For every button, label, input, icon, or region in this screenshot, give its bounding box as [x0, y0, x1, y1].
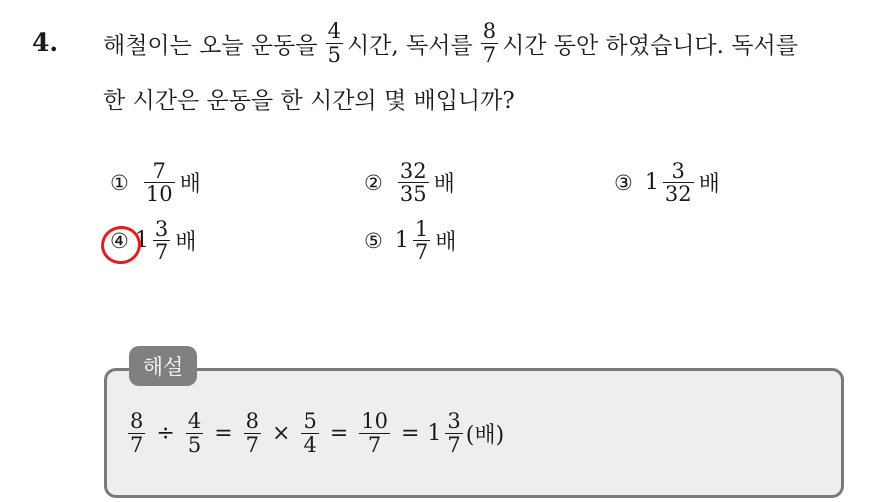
fraction-numerator: 8	[482, 19, 497, 44]
formula-fraction-5	[359, 410, 390, 455]
fraction-numerator: 7	[152, 159, 166, 183]
option-3-fraction	[663, 160, 694, 205]
result-unit: (배)	[465, 422, 505, 448]
option-5[interactable]	[364, 218, 456, 263]
fraction-denominator: 7	[367, 432, 382, 457]
question-fraction-exercise	[326, 20, 343, 65]
fraction-numerator: 4	[327, 19, 341, 44]
fraction-numerator: 3	[447, 409, 461, 434]
option-4-fraction	[153, 218, 170, 263]
divide-operator: ÷	[156, 420, 175, 446]
equals-operator: =	[329, 420, 349, 446]
formula-fraction-1	[128, 410, 145, 455]
fraction-numerator: 4	[187, 409, 202, 434]
fraction-denominator: 7	[154, 240, 169, 265]
fraction-numerator: 10	[361, 409, 388, 434]
option-5-fraction	[413, 218, 430, 263]
option-2-fraction	[398, 160, 429, 205]
option-1[interactable]	[110, 160, 201, 205]
fraction-numerator: 32	[399, 159, 427, 183]
option-4-mark: ④	[110, 228, 129, 253]
fraction-numerator: 8	[130, 409, 144, 434]
fraction-numerator: 3	[154, 217, 169, 241]
explanation-tab: 해설	[129, 346, 197, 386]
question-number: 4.	[32, 28, 59, 57]
fraction-denominator: 35	[399, 182, 427, 207]
question-text-part3: 시간 동안 하였습니다. 독서를	[502, 32, 798, 59]
formula-fraction-3	[244, 410, 261, 455]
option-5-unit: 배	[435, 230, 457, 256]
fraction-denominator: 32	[664, 182, 692, 207]
question-line-1	[103, 10, 798, 76]
fraction-denominator: 7	[245, 432, 259, 457]
fraction-denominator: 10	[145, 182, 173, 207]
option-1-fraction	[144, 160, 175, 205]
formula-fraction-4	[301, 410, 318, 455]
fraction-denominator: 7	[130, 432, 144, 457]
option-3-whole: 1	[644, 170, 659, 196]
explanation-formula	[125, 400, 504, 466]
question-text-part1: 해철이는 오늘 운동을	[103, 32, 318, 59]
result-whole: 1	[427, 420, 442, 446]
formula-fraction-2	[186, 410, 203, 455]
option-4-whole: 1	[134, 228, 149, 254]
option-5-whole: 1	[394, 228, 409, 254]
fraction-denominator: 7	[447, 432, 461, 457]
fraction-denominator: 5	[327, 42, 341, 67]
option-2[interactable]	[364, 160, 455, 205]
option-4-unit: 배	[175, 230, 197, 256]
option-5-mark: ⑤	[364, 228, 383, 253]
multiply-operator: ×	[272, 420, 291, 446]
fraction-numerator: 3	[671, 159, 685, 183]
question-text-part2: 시간, 독서를	[346, 32, 473, 59]
option-2-mark: ②	[364, 170, 383, 195]
formula-fraction-result	[445, 410, 462, 455]
option-1-unit: 배	[179, 172, 201, 198]
equals-operator: =	[214, 420, 233, 446]
option-1-mark: ①	[110, 170, 129, 195]
question-line-2: 한 시간은 운동을 한 시간의 몇 배입니까?	[103, 87, 515, 114]
equals-operator: =	[400, 420, 420, 446]
fraction-denominator: 5	[187, 432, 202, 457]
fraction-denominator: 7	[414, 240, 429, 265]
fraction-denominator: 4	[303, 432, 317, 457]
fraction-numerator: 5	[303, 409, 317, 434]
option-2-unit: 배	[433, 172, 455, 198]
option-3[interactable]	[614, 160, 720, 205]
option-3-unit: 배	[698, 172, 720, 198]
question-fraction-reading	[481, 20, 498, 65]
fraction-denominator: 7	[482, 42, 497, 67]
fraction-numerator: 8	[245, 409, 259, 434]
option-3-mark: ③	[614, 170, 633, 195]
fraction-numerator: 1	[414, 217, 429, 241]
